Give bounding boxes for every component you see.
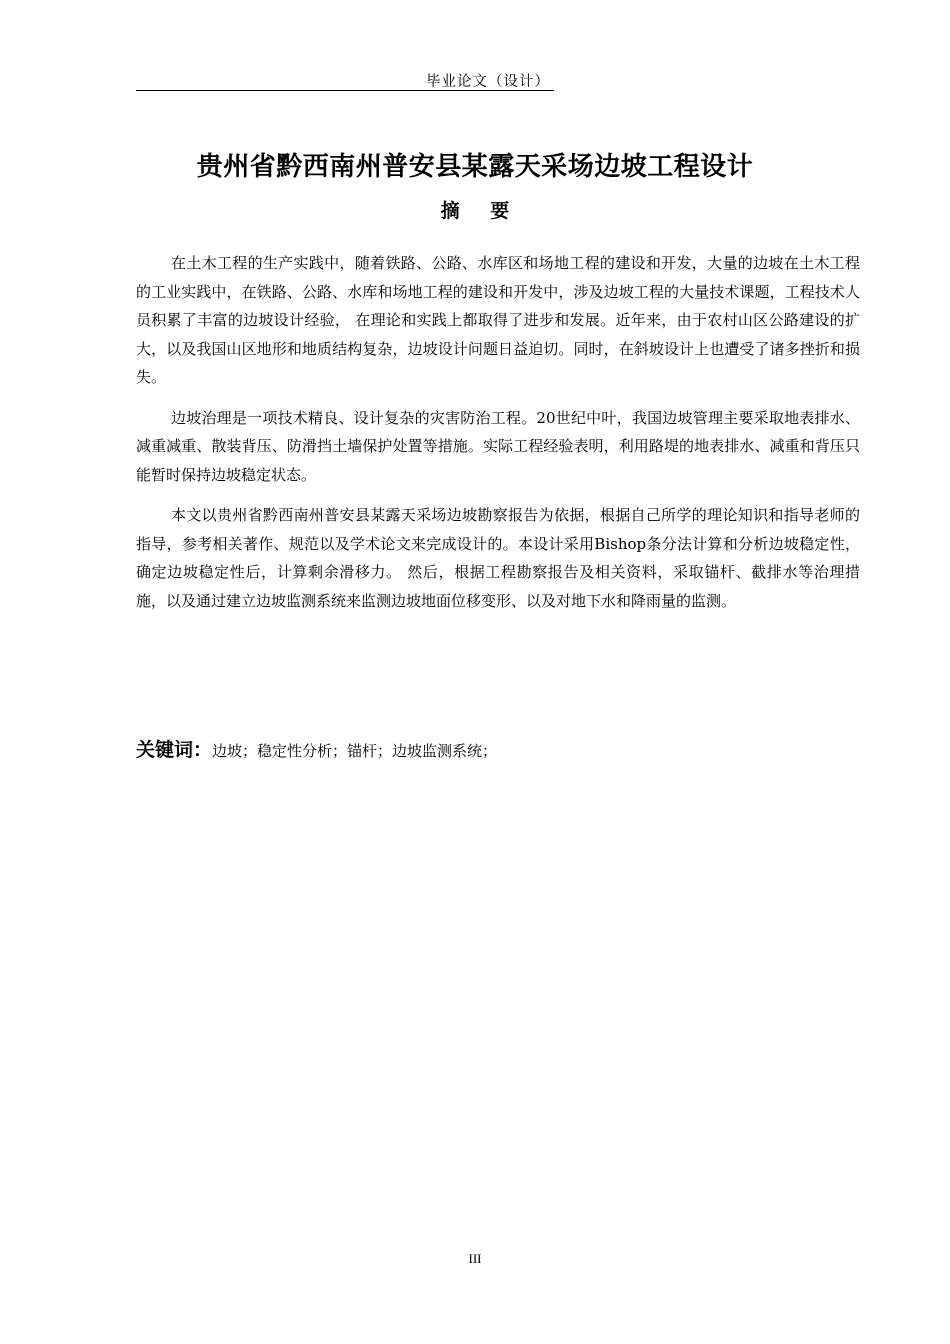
running-header [136, 70, 554, 91]
abstract-heading: 摘 要 [440, 200, 522, 222]
running-header-title: 毕业论文（设计） [426, 74, 550, 90]
abstract-paragraph-3: 本文以贵州省黔西南州普安县某露天采场边坡勘察报告为依据，根据自己所学的理论知识和指导老师的指导，参考相关著作、规范以及学术论文来完成设计的。本设计采用Bishop条分法计算和分析边坡稳定性，确定边坡稳定性后，计算剩余滑移力。 然后，根据工程勘察报告及相关资料，采取锚杆、截排水等治理措施，以及通过建立边坡监测系统来监测边坡地面位移变形、以及对地下水和降雨量的监测。 [136, 506, 860, 610]
keywords-line [136, 735, 497, 762]
abstract-body [136, 249, 860, 627]
page-number: III [468, 1251, 482, 1266]
paper-title: 贵州省黔西南州普安县某露天采场边坡工程设计 [196, 152, 754, 182]
abstract-paragraph-1: 在土木工程的生产实践中，随着铁路、公路、水库区和场地工程的建设和开发，大量的边坡在土木工程的工业实践中，在铁路、公路、水库和场地工程的建设和开发中，涉及边坡工程的大量技术课题，工程技术人员积累了丰富的边坡设计经验， 在理论和实践上都取得了进步和发展。近年来，由于农村山区公路建设的扩大，以及我国山区地形和地质结构复杂，边坡设计问题日益迫切。同时，在斜坡设计上也遭受了诸多挫折和损失。 [136, 254, 860, 386]
keywords-label: 关键词： [136, 739, 213, 761]
keywords-text: 边坡；稳定性分析；锚杆；边坡监测系统； [212, 742, 498, 760]
abstract-paragraph-2: 边坡治理是一项技术精良、设计复杂的灾害防治工程。20世纪中叶，我国边坡管理主要采取地表排水、减重减重、散装背压、防滑挡土墙保护处置等措施。实际工程经验表明，利用路堤的地表排水、减重和背压只能暂时保持边坡稳定状态。 [136, 408, 860, 484]
